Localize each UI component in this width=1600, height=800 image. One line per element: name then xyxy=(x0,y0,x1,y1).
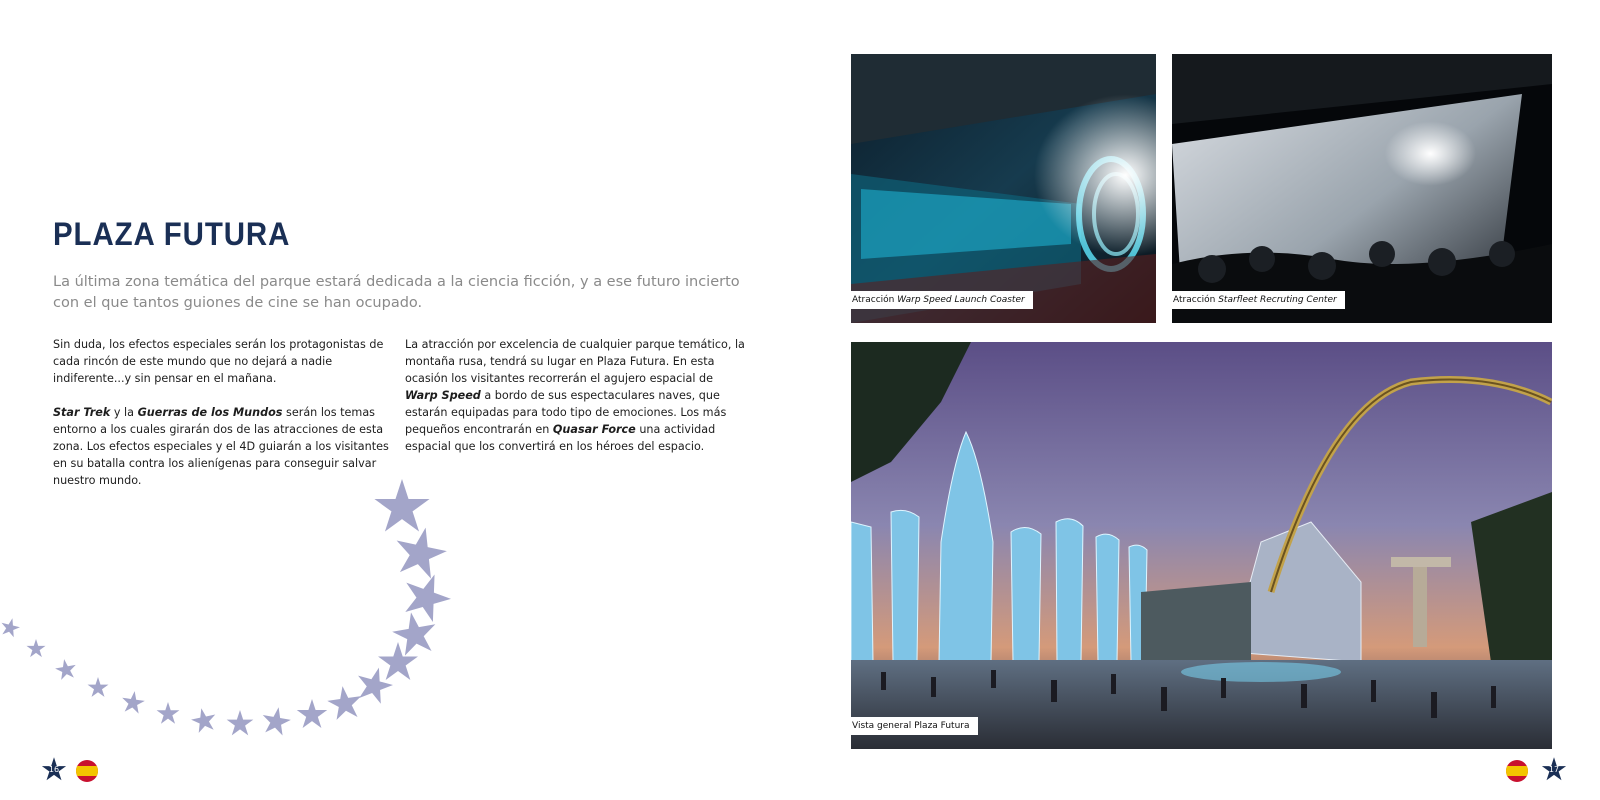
lead-paragraph: La última zona temática del parque estará dedicada a la ciencia ficción, y a ese futuro incierto con el que tantos guiones de cine se han ocupado. xyxy=(53,274,740,311)
star-trek-title: Star Trek xyxy=(53,406,111,419)
page-number-left xyxy=(40,756,68,784)
photo-plaza-futura xyxy=(851,342,1552,749)
page-number-text: 16 xyxy=(48,765,60,774)
quasar-force-title: Quasar Force xyxy=(552,423,636,436)
star-icon xyxy=(260,705,293,737)
text-fragment: serán los temas entorno a los cuales girarán dos de las atracciones de esta zona. Los efectos especiales y el 4D guiarán a los visitantes en su batalla contra los alienígenas para conseguir salvar nuestro mundo. xyxy=(53,406,389,487)
starfleet-image xyxy=(1172,54,1552,323)
caption-prefix: Atracción xyxy=(1173,295,1219,305)
text-column-right xyxy=(405,336,745,472)
caption-plaza-futura: Vista general Plaza Futura xyxy=(851,717,978,735)
star-icon xyxy=(390,522,450,580)
caption-attraction-name: Starfleet Recruting Center xyxy=(1218,295,1337,305)
star-icon xyxy=(227,710,254,735)
photo-warp-speed xyxy=(851,54,1156,323)
spain-flag-icon xyxy=(76,760,98,782)
star-icon xyxy=(54,657,78,680)
text-fragment: y la xyxy=(110,406,138,419)
star-icon xyxy=(297,699,327,728)
page-number-text: 17 xyxy=(1548,765,1560,774)
star-icon xyxy=(326,684,364,721)
photo-starfleet xyxy=(1172,54,1552,323)
text-fragment: una actividad espacial que los convertirá en los héroes del espacio. xyxy=(405,423,716,453)
page-title: PLAZA FUTURA xyxy=(53,216,291,252)
star-icon xyxy=(397,566,457,625)
warp-speed-image xyxy=(851,54,1156,323)
star-icon xyxy=(26,639,45,657)
star-icon xyxy=(189,706,218,734)
caption-starfleet xyxy=(1172,291,1345,309)
caption-prefix: Atracción xyxy=(852,295,898,305)
page-number-right xyxy=(1540,756,1568,784)
star-icon xyxy=(374,479,429,531)
text-fragment: La atracción por excelencia de cualquier parque temático, la montaña rusa, tendrá su lugar en Plaza Futura. En esta ocasión los visitantes recorrerán el agujero espacial de xyxy=(405,338,745,385)
plaza-futura-image xyxy=(851,342,1552,749)
paragraph-coaster xyxy=(405,336,745,455)
star-trail-decoration xyxy=(0,470,460,740)
paragraph-intro: Sin duda, los efectos especiales serán los protagonistas de cada rincón de este mundo que no dejará a nadie indiferente...y sin pensar en el mañana. xyxy=(53,338,384,385)
guerras-title: Guerras de los Mundos xyxy=(137,406,283,419)
star-icon xyxy=(0,616,22,638)
star-icon xyxy=(157,702,180,724)
caption-warp-speed xyxy=(851,291,1033,309)
warp-speed-title: Warp Speed xyxy=(405,389,481,402)
spain-flag-icon xyxy=(1506,760,1528,782)
star-icon xyxy=(120,690,146,715)
text-fragment: a bordo de sus espectaculares naves, que estarán equipadas para todo tipo de emociones. Los más pequeños encontrarán en xyxy=(405,389,727,436)
caption-attraction-name: Warp Speed Launch Coaster xyxy=(897,295,1025,305)
star-icon xyxy=(88,677,109,697)
